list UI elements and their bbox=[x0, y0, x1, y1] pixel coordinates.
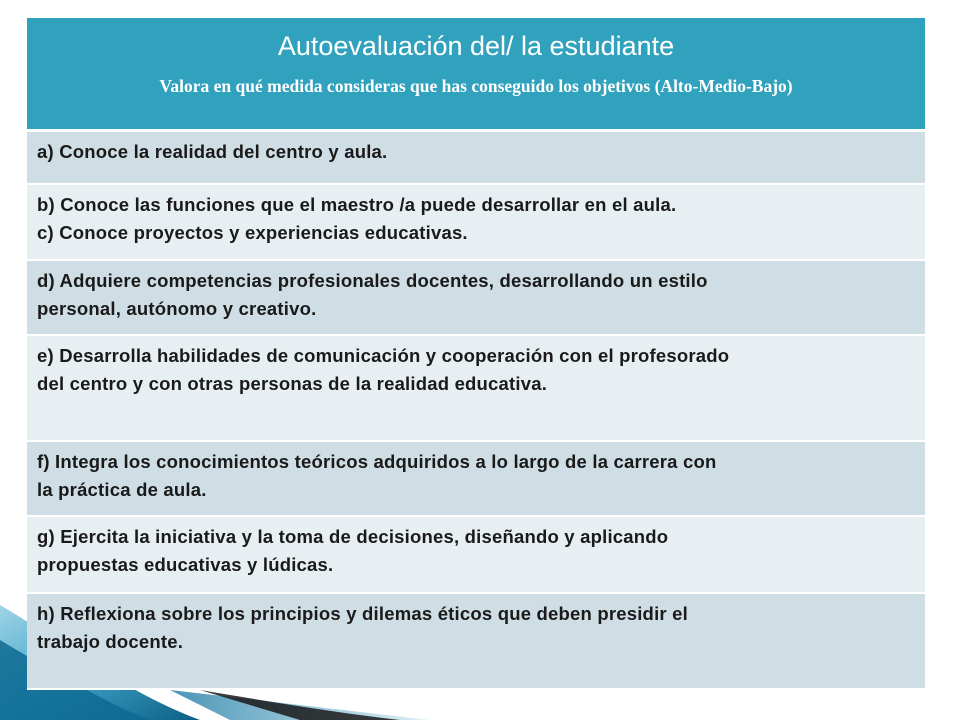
objective-row-f bbox=[27, 442, 925, 517]
self-evaluation-table bbox=[27, 18, 925, 690]
objective-row-g bbox=[27, 517, 925, 594]
objective-text: personal, autónomo y creativo. bbox=[37, 298, 317, 319]
objective-row-e bbox=[27, 336, 925, 442]
objective-text: trabajo docente. bbox=[37, 631, 184, 652]
objective-row-a bbox=[27, 132, 925, 185]
objective-row-b-c bbox=[27, 185, 925, 261]
objective-text: h) Reflexiona sobre los principios y dilemas éticos que deben presidir el bbox=[37, 603, 688, 624]
objective-text: del centro y con otras personas de la realidad educativa. bbox=[37, 373, 548, 394]
page-title: Autoevaluación del/ la estudiante bbox=[277, 31, 675, 61]
table-header bbox=[27, 18, 925, 132]
objective-row-d bbox=[27, 261, 925, 336]
objective-text: b) Conoce las funciones que el maestro /a puede desarrollar en el aula. bbox=[37, 194, 677, 215]
objective-text: c) Conoce proyectos y experiencias educativas. bbox=[37, 222, 468, 243]
objective-row-h bbox=[27, 594, 925, 690]
objective-text: f) Integra los conocimientos teóricos adquiridos a lo largo de la carrera con bbox=[37, 451, 717, 472]
objective-text: e) Desarrolla habilidades de comunicación y cooperación con el profesorado bbox=[37, 345, 730, 366]
objective-text: la práctica de aula. bbox=[37, 479, 207, 500]
objective-text: a) Conoce la realidad del centro y aula. bbox=[37, 141, 388, 162]
page-subtitle: Valora en qué medida consideras que has conseguido los objetivos (Alto-Medio-Bajo) bbox=[159, 76, 793, 96]
objective-text: propuestas educativas y lúdicas. bbox=[37, 554, 334, 575]
objective-text: g) Ejercita la iniciativa y la toma de decisiones, diseñando y aplicando bbox=[37, 526, 669, 547]
objective-text: d) Adquiere competencias profesionales docentes, desarrollando un estilo bbox=[37, 270, 708, 291]
